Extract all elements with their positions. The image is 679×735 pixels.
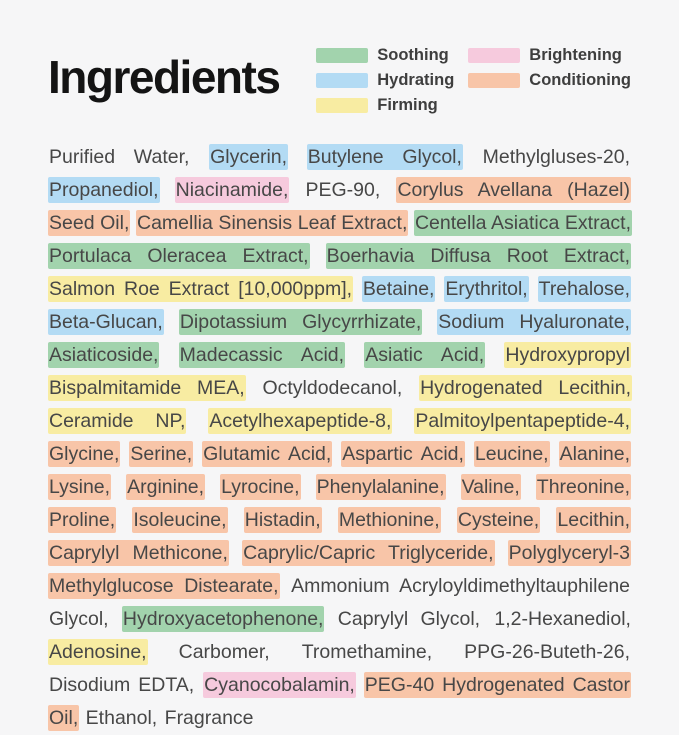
- ingredient: Acetylhexapeptide-8,: [209, 410, 392, 432]
- ingredient: Sodium Hyaluronate,: [438, 311, 630, 333]
- ingredient: Betaine,: [362, 278, 435, 300]
- ingredient: Serine,: [130, 443, 193, 465]
- ingredient: Methionine,: [338, 509, 440, 531]
- hydrating-swatch: [316, 73, 368, 88]
- ingredient: Ammonium Acryloyldimethyltauphilene Glycol,: [49, 575, 631, 630]
- ingredient: Niacinamide,: [175, 179, 289, 201]
- ingredient: Ethanol,: [85, 707, 158, 729]
- ingredient: Octyldodecanol,: [262, 377, 403, 399]
- header: [48, 40, 631, 115]
- ingredient: Lysine,: [49, 476, 111, 498]
- ingredient: Butylene Glycol,: [307, 146, 462, 168]
- ingredient: Glutamic Acid,: [203, 443, 332, 465]
- ingredient: Fragrance: [164, 707, 254, 729]
- ingredient: Ceramide NP,: [49, 410, 186, 432]
- brightening-swatch: [468, 48, 520, 63]
- ingredient: PPG-26-Buteth-26,: [464, 641, 631, 663]
- ingredient: Hydroxypropyl Bispalmitamide MEA,: [49, 344, 630, 399]
- legend: [316, 40, 631, 115]
- ingredient: Valine,: [461, 476, 520, 498]
- legend-label: Firming: [377, 96, 438, 114]
- soothing-swatch: [316, 48, 368, 63]
- ingredient: Polyglyceryl-3 Methylglucose Distearate,: [49, 542, 630, 597]
- ingredient: Disodium EDTA,: [49, 674, 195, 696]
- ingredient: Adenosine,: [49, 641, 147, 663]
- legend-column: [468, 46, 631, 90]
- legend-item-soothing: [316, 46, 454, 65]
- ingredient: Proline,: [49, 509, 116, 531]
- legend-item-conditioning: [468, 71, 631, 90]
- ingredient: Leucine,: [474, 443, 549, 465]
- ingredient: Lecithin,: [557, 509, 631, 531]
- ingredient: Hydrogenated Lecithin,: [420, 377, 631, 399]
- ingredient: Methylgluses-20,: [482, 146, 631, 168]
- legend-column: [316, 46, 454, 115]
- ingredient: PEG-40 Hydrogenated Castor Oil,: [49, 674, 631, 729]
- ingredient: Dipotassium Glycyrrhizate,: [179, 311, 422, 333]
- conditioning-swatch: [468, 73, 520, 88]
- ingredient: Glycerin,: [210, 146, 288, 168]
- ingredient: Portulaca Oleracea Extract,: [49, 245, 309, 267]
- ingredient: Caprylyl Glycol,: [337, 608, 481, 630]
- ingredient: Camellia Sinensis Leaf Extract,: [136, 212, 408, 234]
- ingredient: Threonine,: [536, 476, 631, 498]
- legend-label: Brightening: [529, 46, 622, 64]
- ingredient: Tromethamine,: [301, 641, 433, 663]
- legend-label: Soothing: [377, 46, 449, 64]
- legend-item-brightening: [468, 46, 631, 65]
- ingredient: Glycine,: [49, 443, 120, 465]
- ingredient: Caprylyl Methicone,: [49, 542, 228, 564]
- ingredient: Carbomer,: [178, 641, 270, 663]
- ingredient: Cysteine,: [457, 509, 540, 531]
- ingredient: Asiatic Acid,: [365, 344, 485, 366]
- ingredients-text: [48, 141, 631, 735]
- legend-item-hydrating: [316, 71, 454, 90]
- ingredient: Beta-Glucan,: [49, 311, 163, 333]
- ingredient: PEG-90,: [305, 179, 381, 201]
- ingredient: Cyanocobalamin,: [204, 674, 355, 696]
- page-title: Ingredients: [48, 51, 280, 104]
- firming-swatch: [316, 98, 368, 113]
- legend-item-firming: [316, 96, 454, 115]
- legend-label: Hydrating: [377, 71, 455, 89]
- legend-label: Conditioning: [529, 71, 631, 89]
- ingredient: Centella Asiatica Extract,: [414, 212, 631, 234]
- ingredient: Hydroxyacetophenone,: [122, 608, 324, 630]
- ingredient: Madecassic Acid,: [179, 344, 345, 366]
- ingredient: Erythritol,: [445, 278, 528, 300]
- ingredient: Propanediol,: [49, 179, 159, 201]
- ingredient: Alanine,: [559, 443, 631, 465]
- ingredient: Corylus Avellana (Hazel) Seed Oil,: [49, 179, 631, 234]
- ingredient: Palmitoylpentapeptide-4,: [415, 410, 630, 432]
- ingredient: 1,2-Hexanediol,: [494, 608, 631, 630]
- ingredient: Isoleucine,: [133, 509, 227, 531]
- ingredient: Phenylalanine,: [316, 476, 445, 498]
- ingredient: Purified Water,: [49, 146, 190, 168]
- ingredient: Caprylic/Capric Triglyceride,: [243, 542, 494, 564]
- ingredient: Trehalose,: [538, 278, 631, 300]
- ingredient: Asiaticoside,: [49, 344, 159, 366]
- ingredient: Boerhavia Diffusa Root Extract,: [326, 245, 631, 267]
- ingredient: Histadin,: [244, 509, 321, 531]
- ingredient: Lyrocine,: [221, 476, 300, 498]
- ingredient: Arginine,: [127, 476, 205, 498]
- ingredient: Salmon Roe Extract [10,000ppm],: [49, 278, 353, 300]
- ingredient: Aspartic Acid,: [342, 443, 464, 465]
